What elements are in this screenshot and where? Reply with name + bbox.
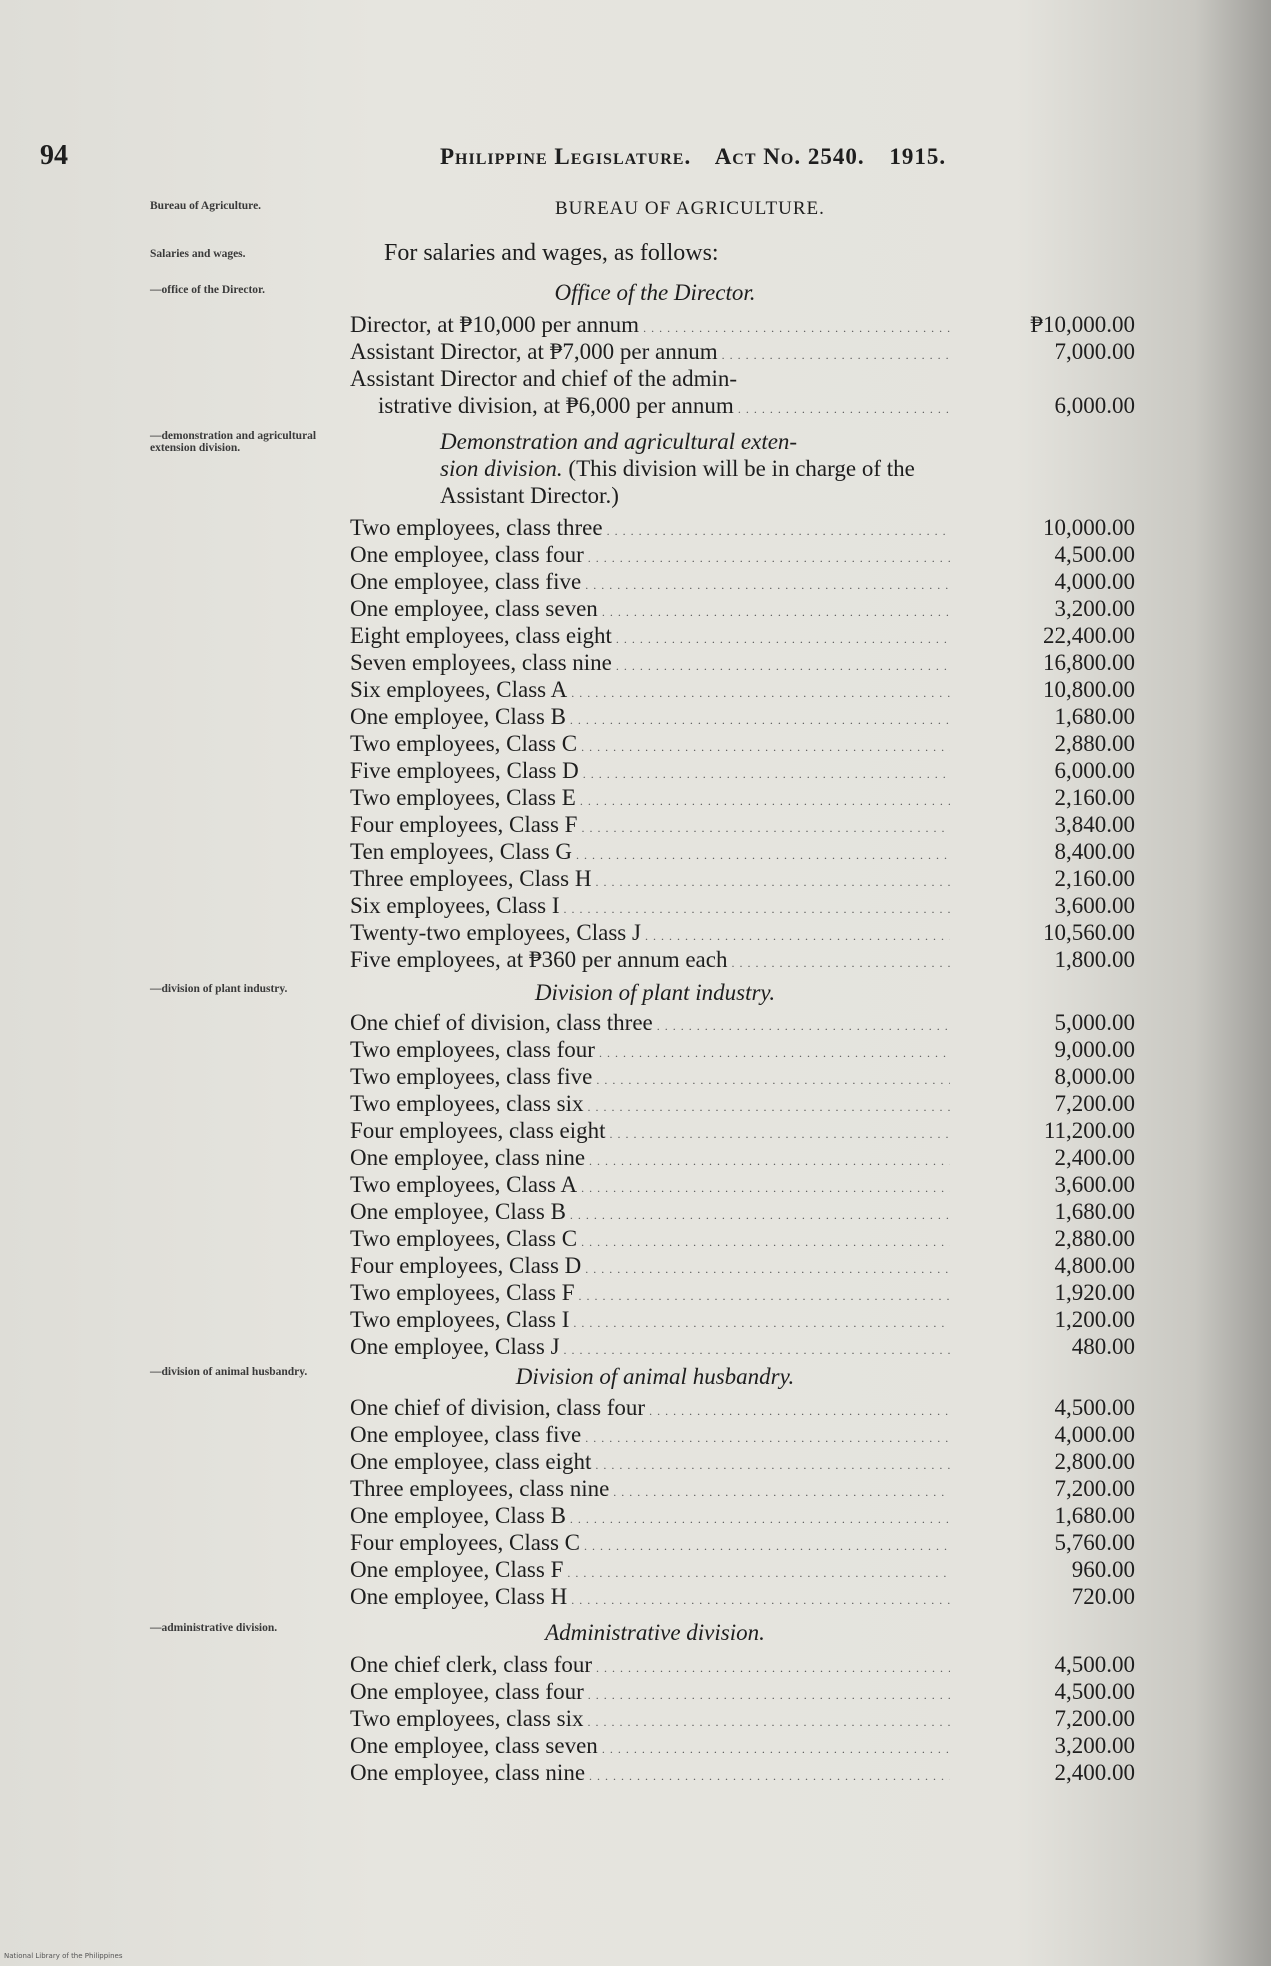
row-label: Four employees, class eight . . . [350, 1118, 950, 1144]
row-amount: 2,400.00 [1054, 1760, 1135, 1785]
section-title: BUREAU OF AGRICULTURE. [555, 198, 825, 219]
table-row: Assistant Director, at ₱7,000 per annum . . . 7,000.00 [350, 339, 1135, 366]
table-row [350, 1145, 1135, 1172]
table-row [350, 812, 1135, 839]
row-amount: 1,680.00 [1054, 704, 1135, 729]
table-row [350, 947, 1135, 974]
table-row [350, 1530, 1135, 1557]
row-amount: 1,800.00 [1054, 947, 1135, 972]
row-label: Seven employees, class nine . . . [350, 650, 950, 676]
table-row: Director, at ₱10,000 per annum . . . ₱10,000.00 [350, 312, 1135, 339]
table-row [350, 893, 1135, 920]
row-amount: 2,800.00 [1054, 1449, 1135, 1474]
row-amount: 7,200.00 [1054, 1091, 1135, 1116]
row-label: One employee, class four . . . [350, 1679, 950, 1705]
row-label: Three employees, Class H . . . [350, 866, 950, 892]
row-label: One employee, class nine . . . [350, 1760, 950, 1786]
row-label: Six employees, Class A . . . [350, 677, 950, 703]
row-amount: 4,500.00 [1054, 1679, 1135, 1704]
row-label: Three employees, class nine . . . [350, 1476, 950, 1502]
margin-note-animal: —division of animal husbandry. [150, 1366, 308, 1378]
row-label: Four employees, Class F . . . [350, 812, 950, 838]
row-label: Six employees, Class I . . . [350, 893, 950, 919]
table-row [350, 1118, 1135, 1145]
heading-demonstration-division: Demonstration and agricultural exten- sion division. (This division will be in charge of the Assistant Director.) [440, 429, 915, 508]
table-row [350, 596, 1135, 623]
table-row [350, 1652, 1135, 1679]
row-amount: 5,000.00 [1054, 1010, 1135, 1035]
table-row [350, 1172, 1135, 1199]
table-row [350, 1199, 1135, 1226]
table-row: Assistant Director and chief of the admin- [350, 366, 738, 391]
row-label: One employee, class eight . . . [350, 1449, 950, 1475]
table-row [350, 1679, 1135, 1706]
row-amount: 10,800.00 [1043, 677, 1135, 702]
heading-office-director: Office of the Director. [554, 280, 756, 305]
row-amount: 4,800.00 [1054, 1253, 1135, 1278]
running-head-act: Act No. 2540. [714, 144, 865, 169]
margin-note-office: —office of the Director. [150, 284, 265, 296]
running-head-title: Philippine Legislature. [440, 144, 692, 169]
row-amount: 10,560.00 [1043, 920, 1135, 945]
table-row [350, 704, 1135, 731]
row-label: Two employees, class six . . . [350, 1091, 950, 1117]
running-head [440, 144, 964, 170]
table-row [350, 920, 1135, 947]
row-label: Eight employees, class eight . . . [350, 623, 950, 649]
heading-administrative-division: Administrative division. [545, 1620, 765, 1645]
row-amount: 4,500.00 [1054, 1652, 1135, 1677]
table-row [350, 1064, 1135, 1091]
row-label: Two employees, Class A . . . [350, 1172, 950, 1198]
table-row [350, 731, 1135, 758]
table-row [350, 677, 1135, 704]
running-head-year: 1915. [889, 144, 947, 169]
row-label: Two employees, Class E . . . [350, 785, 950, 811]
row-label: Four employees, Class D . . . [350, 1253, 950, 1279]
margin-note-demonstration: —demonstration and agricultural extension division. [150, 430, 317, 454]
row-label: Ten employees, Class G . . . [350, 839, 950, 865]
table-row [350, 650, 1135, 677]
row-amount: 2,880.00 [1054, 1226, 1135, 1251]
table-row [350, 1226, 1135, 1253]
table-row [350, 1706, 1135, 1733]
table-row [350, 1307, 1135, 1334]
row-amount: 7,200.00 [1054, 1706, 1135, 1731]
table-row [350, 542, 1135, 569]
row-amount: 2,400.00 [1054, 1145, 1135, 1170]
table-row [350, 1422, 1135, 1449]
row-amount: 1,920.00 [1054, 1280, 1135, 1305]
row-amount: 11,200.00 [1043, 1118, 1135, 1143]
row-label: Two employees, Class C . . . [350, 731, 950, 757]
row-amount: 3,840.00 [1054, 812, 1135, 837]
row-label: One chief of division, class three . . . [350, 1010, 950, 1036]
footer-source: National Library of the Philippines [4, 1952, 123, 1960]
row-amount: 720.00 [1071, 1584, 1135, 1609]
row-amount: 22,400.00 [1043, 623, 1135, 648]
row-amount: 4,500.00 [1054, 542, 1135, 567]
table-row [350, 1557, 1135, 1584]
table-row [350, 1760, 1135, 1787]
table-row: istrative division, at ₱6,000 per annum . . . 6,000.00 [378, 393, 1135, 420]
row-label: One employee, Class H . . . [350, 1584, 950, 1610]
row-label: Two employees, Class I . . . [350, 1307, 950, 1333]
table-row [350, 515, 1135, 542]
row-amount: 3,600.00 [1054, 893, 1135, 918]
row-label: One employee, class four . . . [350, 542, 950, 568]
heading-animal-husbandry: Division of animal husbandry. [515, 1364, 795, 1389]
page-number: 94 [40, 140, 68, 171]
table-row [350, 1503, 1135, 1530]
row-label: One chief of division, class four . . . [350, 1395, 950, 1421]
table-row [350, 1037, 1135, 1064]
row-amount: 6,000.00 [1054, 758, 1135, 783]
table-row [350, 1584, 1135, 1611]
row-amount: 9,000.00 [1054, 1037, 1135, 1062]
row-label: Two employees, Class C . . . [350, 1226, 950, 1252]
table-row [350, 785, 1135, 812]
table-row [350, 569, 1135, 596]
table-row [350, 839, 1135, 866]
row-label: One employee, Class B . . . [350, 704, 950, 730]
row-amount: 2,880.00 [1054, 731, 1135, 756]
row-label: Four employees, Class C . . . [350, 1530, 950, 1556]
row-amount: 8,400.00 [1054, 839, 1135, 864]
page-header [40, 140, 1120, 180]
row-label: One employee, class seven . . . [350, 596, 950, 622]
row-label: One employee, class five . . . [350, 569, 950, 595]
row-label: Five employees, Class D . . . [350, 758, 950, 784]
row-label: Two employees, class three . . . [350, 515, 950, 541]
row-amount: 16,800.00 [1043, 650, 1135, 675]
row-amount: 1,680.00 [1054, 1199, 1135, 1224]
table-row [350, 1010, 1135, 1037]
margin-note-salaries: Salaries and wages. [150, 248, 246, 260]
row-amount: 7,200.00 [1054, 1476, 1135, 1501]
row-label: One employee, class nine . . . [350, 1145, 950, 1171]
intro-text: For salaries and wages, as follows: [384, 240, 719, 266]
row-label: Two employees, class five . . . [350, 1064, 950, 1090]
row-amount: 2,160.00 [1054, 866, 1135, 891]
row-label: One employee, Class F . . . [350, 1557, 950, 1583]
row-amount: 4,000.00 [1054, 569, 1135, 594]
row-label: Two employees, class four . . . [350, 1037, 950, 1063]
table-row [350, 1476, 1135, 1503]
table-row [350, 1395, 1135, 1422]
table-row [350, 1449, 1135, 1476]
row-amount: 3,600.00 [1054, 1172, 1135, 1197]
margin-note-plant: —division of plant industry. [150, 983, 288, 995]
table-row [350, 1733, 1135, 1760]
row-label: Two employees, Class F . . . [350, 1280, 950, 1306]
table-row [350, 866, 1135, 893]
margin-note-bureau: Bureau of Agriculture. [150, 200, 262, 212]
heading-plant-industry: Division of plant industry. [534, 980, 776, 1005]
row-amount: 3,200.00 [1054, 596, 1135, 621]
demonstration-note: (This division will be in charge of the Assistant Director.) [440, 456, 915, 508]
row-amount: 5,760.00 [1054, 1530, 1135, 1555]
row-label: One employee, Class J . . . [350, 1334, 950, 1360]
row-label: One employee, class seven . . . [350, 1733, 950, 1759]
row-amount: 960.00 [1071, 1557, 1135, 1582]
table-row [350, 623, 1135, 650]
row-amount: 480.00 [1071, 1334, 1135, 1359]
row-label: One employee, Class B . . . [350, 1503, 950, 1529]
row-amount: 2,160.00 [1054, 785, 1135, 810]
table-row [350, 1091, 1135, 1118]
row-amount: 3,200.00 [1054, 1733, 1135, 1758]
table-row [350, 1334, 1135, 1361]
row-label: One chief clerk, class four . . . [350, 1652, 950, 1678]
row-label: Two employees, class six . . . [350, 1706, 950, 1732]
table-row [350, 1253, 1135, 1280]
table-row [350, 1280, 1135, 1307]
row-label: One employee, Class B . . . [350, 1199, 950, 1225]
row-label: Five employees, at ₱360 per annum each . . . [350, 947, 950, 973]
row-label: Twenty-two employees, Class J . . . [350, 920, 950, 946]
row-amount: 8,000.00 [1054, 1064, 1135, 1089]
row-amount: 10,000.00 [1043, 515, 1135, 540]
table-row [350, 758, 1135, 785]
row-amount: 4,500.00 [1054, 1395, 1135, 1420]
row-amount: 1,200.00 [1054, 1307, 1135, 1332]
row-amount: 4,000.00 [1054, 1422, 1135, 1447]
row-label: One employee, class five . . . [350, 1422, 950, 1448]
row-amount: 1,680.00 [1054, 1503, 1135, 1528]
margin-note-administrative: —administrative division. [150, 1622, 278, 1634]
